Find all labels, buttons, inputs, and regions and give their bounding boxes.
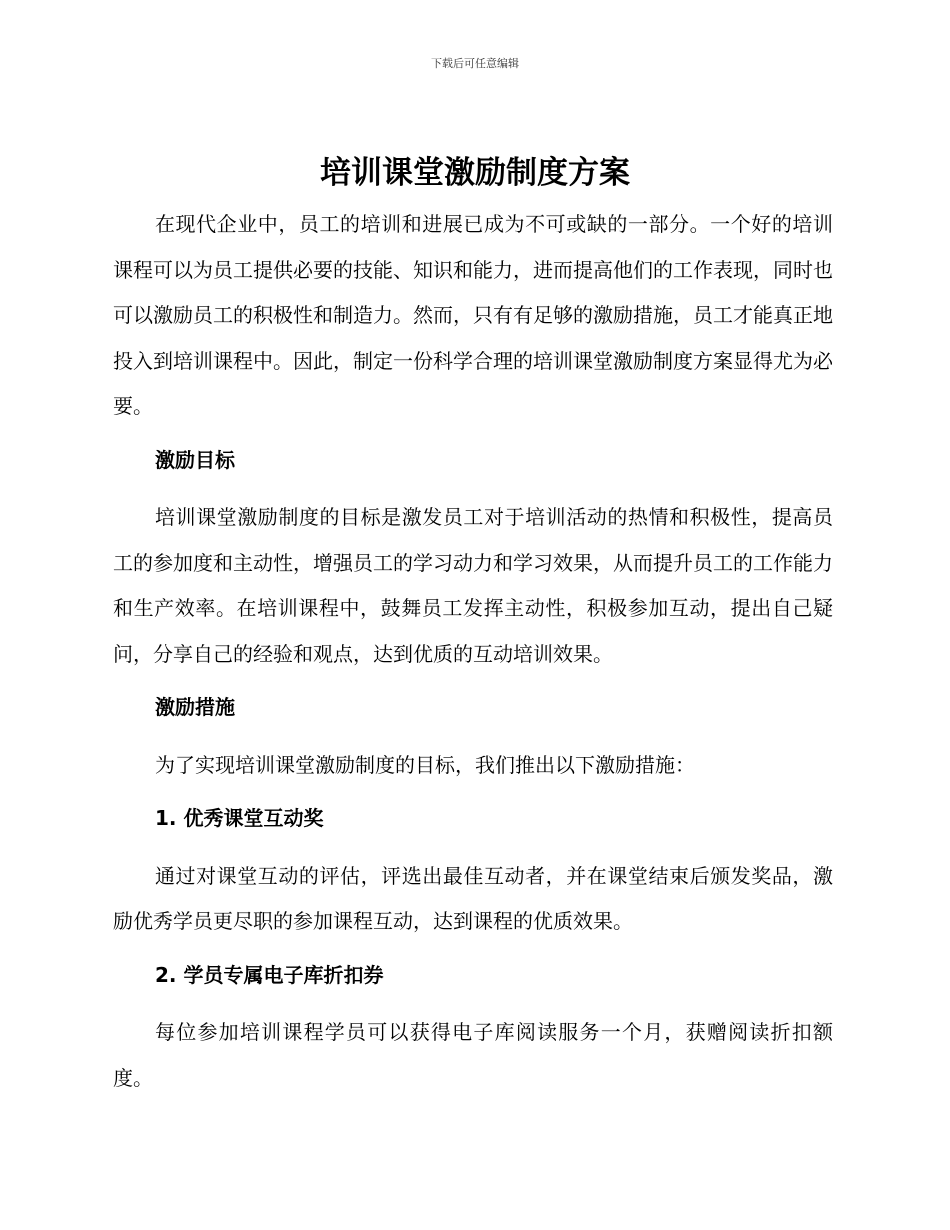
- item-paragraph-1: 通过对课堂互动的评估，评选出最佳互动者，并在课堂结束后颁发奖品，激励优秀学员更尽职的参加课程互动，达到课程的优质效果。: [113, 863, 833, 933]
- item-paragraph-2: 每位参加培训课程学员可以获得电子库阅读服务一个月，获赠阅读折扣额度。: [113, 1020, 833, 1090]
- intro-paragraph: 在现代企业中，员工的培训和进展已成为不可或缺的一部分。一个好的培训课程可以为员工提供必要的技能、知识和能力，进而提高他们的工作表现，同时也可以激励员工的积极性和制造力。然而，只有有足够的激励措施，员工才能真正地投入到培训课程中。因此，制定一份科学合理的培训课堂激励制度方案显得尤为必要。: [113, 212, 833, 418]
- section-heading-measures: 激励措施: [155, 695, 235, 719]
- item-heading-2: 2. 学员专属电子库折扣券: [155, 962, 384, 987]
- header-note: 下载后可任意编辑: [431, 57, 519, 70]
- item-heading-1: 1. 优秀课堂互动奖: [155, 806, 324, 830]
- goal-paragraph: 培训课堂激励制度的目标是激发员工对于培训活动的热情和积极性，提高员工的参加度和主动性，增强员工的学习动力和学习效果，从而提升员工的工作能力和生产效率。在培训课程中，鼓舞员工发挥主动性，积极参加互动，提出自己疑问，分享自己的经验和观点，达到优质的互动培训效果。: [113, 505, 833, 666]
- section-heading-goal: 激励目标: [155, 447, 235, 472]
- document-title: 培训课堂激励制度方案: [320, 155, 630, 191]
- measures-intro-paragraph: 为了实现培训课堂激励制度的目标，我们推出以下激励措施：: [155, 752, 695, 777]
- document-body: [113, 202, 833, 1101]
